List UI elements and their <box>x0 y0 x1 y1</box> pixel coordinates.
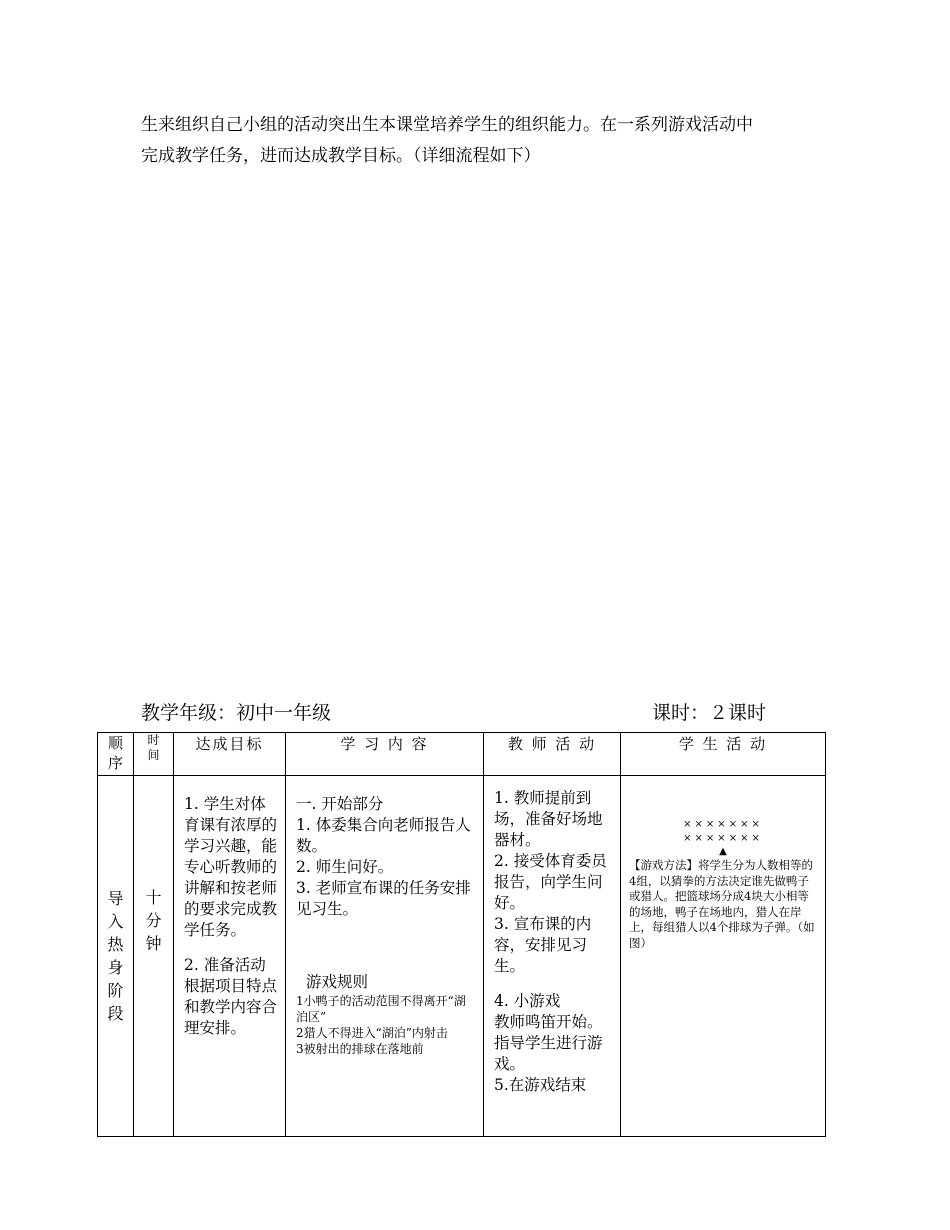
goals-cell <box>174 776 286 1137</box>
grade-label: 教学年级：初中一年级 <box>141 702 332 724</box>
stage-cell <box>98 776 134 1137</box>
content-cell <box>286 776 484 1137</box>
rule-1: 1小鸭子的活动范围不得离开“湖泊区” <box>296 994 466 1024</box>
rule-3: 3被射出的排球在落地前 <box>296 1042 424 1056</box>
goal-1: 1. 学生对体育课有浓厚的学习兴趣，能专心听教师的讲解和按老师的要求完成教学任务。 <box>184 795 278 939</box>
teacher-item-5: 5.在游戏结束 <box>494 1076 587 1094</box>
content-item-2: 2. 师生问好。 <box>296 858 394 876</box>
teacher-position-icon: ▲ <box>719 846 727 857</box>
col-student: 学 生 活 动 <box>621 733 826 776</box>
col-time: 时间 <box>134 733 174 776</box>
table-header-row <box>98 733 826 776</box>
content-item-3: 3. 老师宣布课的任务安排见习生。 <box>296 879 471 918</box>
formation-row-2: ××××××× <box>683 833 763 844</box>
content-heading: 一. 开始部分 <box>296 795 384 813</box>
teacher-item-2: 2. 接受体育委员报告，向学生问好。 <box>494 852 607 912</box>
table-row <box>98 776 826 1137</box>
intro-line-2: 完成教学任务，进而达成教学目标。（详细流程如下） <box>141 146 541 166</box>
teacher-item-4b: 教师鸣笛开始。指导学生进行游戏。 <box>494 1013 603 1073</box>
goal-2: 2. 准备活动根据项目特点和教学内容合理安排。 <box>184 956 278 1037</box>
teacher-item-4a: 4. 小游戏 <box>494 992 561 1010</box>
lesson-plan-table <box>97 732 826 1137</box>
col-content: 学 习 内 容 <box>286 733 484 776</box>
formation-row-1: ××××××× <box>683 819 763 830</box>
content-item-1: 1. 体委集合向老师报告人数。 <box>296 816 471 855</box>
teacher-item-3: 3. 宣布课的内容，安排见习生。 <box>494 915 592 975</box>
intro-paragraph <box>141 110 831 172</box>
game-method-text: 【游戏方法】将学生分为人数相等的4组，以猜拳的方法决定谁先做鸭子或猎人。把篮球场分成4块大小相等的场地，鸭子在场地内，猎人在岸上，每组猎人以4个排球为子弹。（如图） <box>629 858 815 950</box>
intro-line-1: 生来组织自己小组的活动突出生本课堂培养学生的组织能力。在一系列游戏活动中 <box>141 115 753 135</box>
stage-label: 导入热身阶段 <box>107 889 124 1023</box>
duration-cell <box>134 776 174 1137</box>
hours-label: 课时：２课时 <box>651 702 766 724</box>
rules-title: 游戏规则 <box>306 973 369 991</box>
col-teacher: 教 师 活 动 <box>484 733 621 776</box>
duration-label: 十分钟 <box>145 888 162 953</box>
lesson-header <box>141 698 766 724</box>
rule-2: 2猎人不得进入“湖泊”内射击 <box>296 1026 448 1040</box>
student-cell <box>621 776 826 1137</box>
teacher-cell <box>484 776 621 1137</box>
teacher-item-1: 1. 教师提前到场，准备好场地器材。 <box>494 789 603 849</box>
col-order: 顺序 <box>98 733 134 776</box>
col-goal: 达成目标 <box>174 733 286 776</box>
